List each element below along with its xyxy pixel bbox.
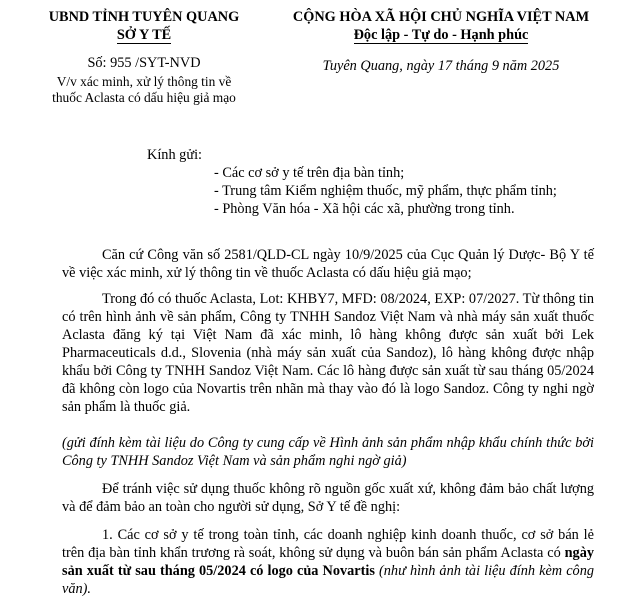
country-name: CỘNG HÒA XÃ HỘI CHỦ NGHĨA VIỆT NAM [292, 9, 590, 25]
recipient-item: - Các cơ sở y tế trên địa bàn tỉnh; [214, 165, 405, 181]
recipients-label: Kính gửi: [147, 147, 203, 163]
paragraph-legal-basis: Căn cứ Công văn số 2581/QLD-CL ngày 10/9/2025 của Cục Quản lý Dược- Bộ Y tế về việc xác minh, xử lý thông tin về thuốc Aclasta có dấu hiệu giả mạo; [62, 247, 594, 281]
paragraph-attachment-note: (gửi đính kèm tài liệu do Công ty cung cấp về Hình ảnh sản phẩm nhập khẩu chính thức bởi Công ty TNHH Sandoz Việt Nam và sản phẩm nghi ngờ giả) [62, 435, 594, 469]
recipients-list [214, 164, 604, 218]
paragraph-request-intro: Để tránh việc sử dụng thuốc không rõ nguồn gốc xuất xứ, không đảm bảo chất lượng và để đảm bảo an toàn cho người sử dụng, Sở Y tế đề nghị: [62, 481, 594, 515]
request-1-bold: ngày sản xuất từ sau tháng 05/2024 có logo của Novartis [62, 545, 594, 579]
department-name: SỞ Y TẾ [116, 27, 172, 43]
paragraph-findings: Trong đó có thuốc Aclasta, Lot: KHBY7, MFD: 08/2024, EXP: 07/2027. Từ thông tin có trên hình ảnh về sản phẩm, Công ty TNHH Sandoz Việt Nam và nhà máy sản xuất thuốc Aclasta đăng ký tại Việt Nam đã xác minh, lô hàng không được sản xuất bởi Lek Pharmaceuticals d.d., Slovenia (nhà máy sản xuất của Sandoz), lô hàng không được nhập khẩu bởi Công ty TNHH Sandoz Việt Nam. Các lô hàng được sản xuất từ sau tháng 05/2024 đã không còn logo của Novartis trên nhãn mà thay vào đó là logo Sandoz. Công ty nghi ngờ sản phẩm là thuốc giả. [62, 291, 594, 415]
subject-line-2: thuốc Aclasta có dấu hiệu giả mạo [52, 90, 236, 105]
paragraph-request-1 [62, 526, 594, 598]
issuing-agency: UBND TỈNH TUYÊN QUANG [48, 9, 240, 25]
subject-line-1: V/v xác minh, xử lý thông tin về [56, 74, 232, 89]
department-block [18, 26, 270, 44]
national-motto: Độc lập - Tự do - Hạnh phúc [353, 27, 529, 43]
place-and-date: Tuyên Quang, ngày 17 tháng 9 năm 2025 [322, 58, 560, 74]
request-1-text: 1. Các cơ sở y tế trong toàn tỉnh, các doanh nghiệp kinh doanh thuốc, cơ sở bán lẻ trên địa bàn tỉnh khẩn trương rà soát, không sử dụng và buôn bán sản phẩm Aclasta có [62, 527, 594, 561]
document-number: Số: 955 /SYT-NVD [87, 55, 201, 71]
recipient-item: - Trung tâm Kiểm nghiệm thuốc, mỹ phẩm, thực phẩm tỉnh; [214, 183, 557, 199]
motto-block [276, 26, 606, 44]
recipient-item: - Phòng Văn hóa - Xã hội các xã, phường trong tỉnh. [214, 201, 515, 217]
request-1-italic: (như hình ảnh tài liệu đính kèm công văn). [62, 563, 594, 597]
